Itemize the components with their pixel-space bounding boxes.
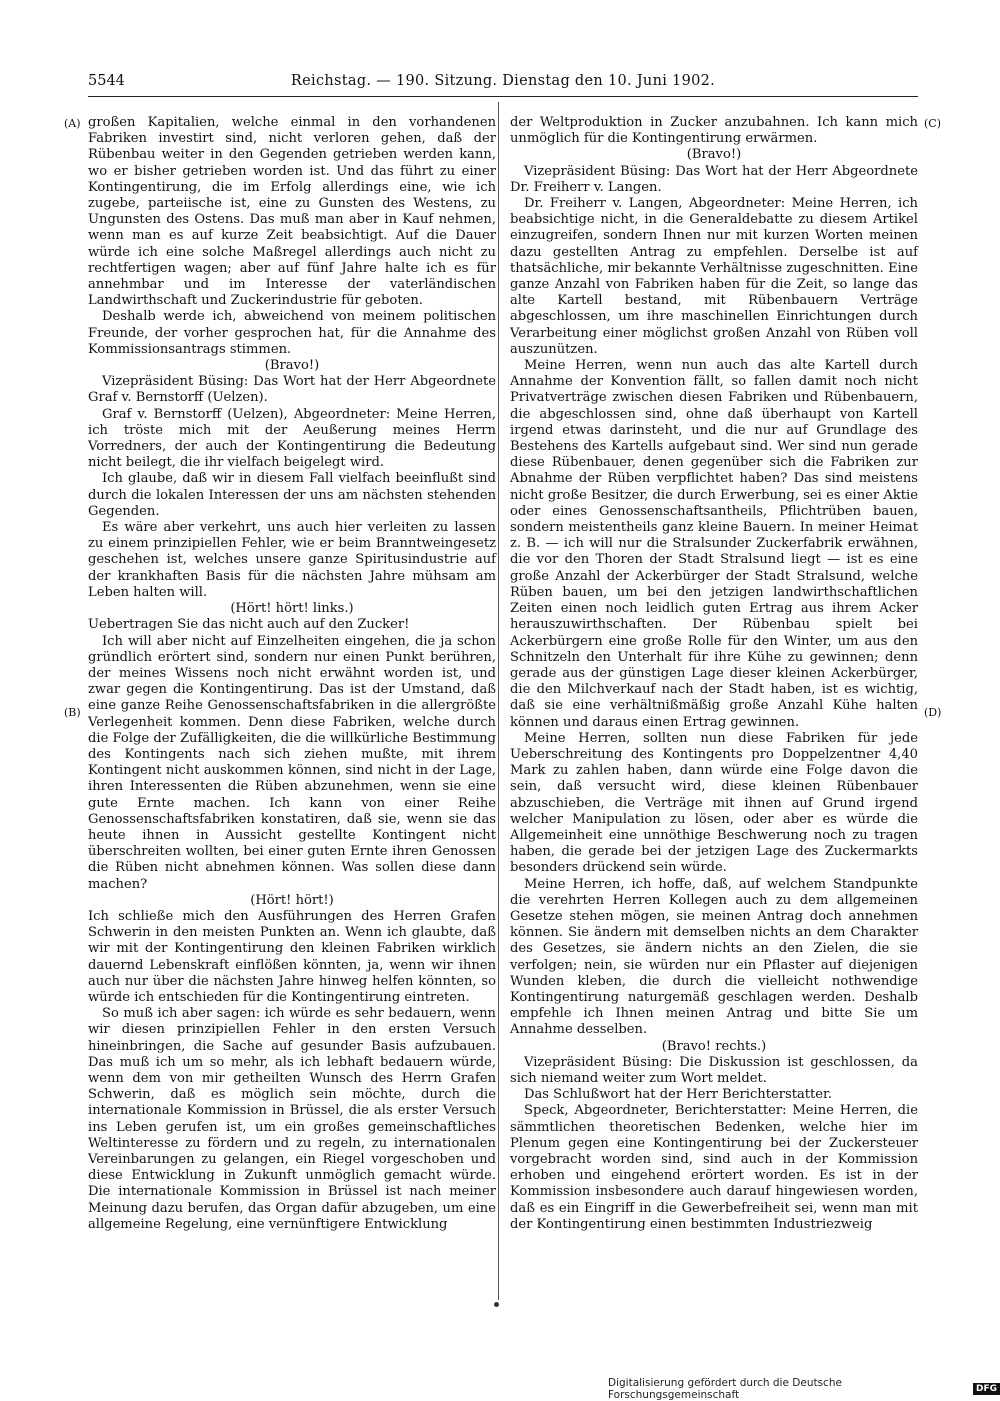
paragraph: Meine Herren, sollten nun diese Fabriken für jede Ueberschreitung des Kontingents pro Doppelzentner 4,40 Mark zu zahlen haben, dann würde eine Folge davon die sein, daß versucht wird, diese kleinen Rübenbauer abzuschieben, die Verträge mit ihnen auf Grund irgend welcher Manipulation zu lösen, oder aber es würde die Allgemeinheit eine unnöthige Beschwerung noch zu tragen haben, die gerade bei der jetzigen Lage des Zuckermarkts besonders drückend sein würde.	[510, 730, 918, 876]
page-number: 5544	[88, 73, 125, 89]
paragraph: (Bravo! rechts.)	[661, 1038, 767, 1054]
right-column	[510, 115, 918, 1233]
paragraph: (Bravo!)	[686, 147, 742, 163]
paragraph: (Bravo!)	[264, 358, 320, 374]
paragraph: Dr. Freiherr v. Langen, Abgeordneter: Meine Herren, ich beabsichtige nicht, in die Generaldebatte zu diesem Artikel einzugreifen, sondern Ihnen nur mit kurzen Worten meinen dazu gestellten Antrag zu empfehlen. Derselbe ist auf thatsächliche, mir bekannte Verhältnisse zugeschnitten. Eine ganze Anzahl von Fabriken haben für die Zeit, so lange das alte Kartell bestand, mit Rübenbauern Verträge abgeschlossen, um ihre maschinellen Einrichtungen durch Verarbeitung einer möglichst großen Anzahl von Rüben voll auszunützen.	[510, 196, 918, 357]
paragraph: großen Kapitalien, welche einmal in den vorhandenen Fabriken investirt sind, nicht verloren gehen, daß der Rübenbau weiter in den Gegenden getrieben werden kann, wo er bisher getrieben worden ist. Und das führt zu einer Kontingentirung, die im Erfolg allerdings eine, wie ich zugebe, parteiische ist, eine zu Gunsten des Westens, zu Ungunsten des Ostens. Das muß man aber in Kauf nehmen, wenn man es auf kurze Zeit beabsichtigt. Auf die Dauer würde ich eine solche Maßregel allerdings auch nicht zu rechtfertigen wagen; aber auf fünf Jahre halte ich es für annehmbar und im Interesse der vaterländischen Landwirthschaft und Zuckerindustrie für geboten.	[88, 115, 496, 309]
paragraph: Ich glaube, daß wir in diesem Fall vielfach beeinflußt sind durch die lokalen Interessen der uns am nächsten stehenden Gegenden.	[88, 471, 496, 519]
page-header	[88, 70, 918, 92]
column-divider	[498, 102, 499, 1300]
dfg-logo: DFG	[973, 1383, 1000, 1395]
footer	[608, 1377, 1000, 1401]
paragraph: Vizepräsident Büsing: Die Diskussion ist geschlossen, da sich niemand weiter zum Wort meldet.	[510, 1054, 918, 1086]
paragraph: Meine Herren, ich hoffe, daß, auf welchem Standpunkte die verehrten Herren Kollegen auch zu dem allgemeinen Gesetze stehen mögen, sie meinen Antrag doch annehmen können. Sie ändern mit demselben nichts an dem Charakter des Gesetzes, sie ändern nichts an den Zielen, die sie verfolgen; nein, sie würden nur ein Pflaster auf diejenigen Wunden kleben, die durch die vielleicht nothwendige Kontingentirung naturgemäß geschlagen werden. Deshalb empfehle ich Ihnen meinen Antrag und bitte Sie um Annahme desselben.	[510, 876, 918, 1038]
paragraph: Speck, Abgeordneter, Berichterstatter: Meine Herren, die sämmtlichen theoretischen Bedenken, welche hier im Plenum gegen eine Kontingentirung bei der Zuckersteuer vorgebracht worden sind, sind auch in der Kommission erhoben und eingehend erörtert worden. Es ist in der Kommission insbesondere auch darauf hingewiesen worden, daß es ein Eingriff in die Gewerbefreiheit sei, wenn man mit der Kontingentirung einen bestimmten Industriezweig	[510, 1103, 918, 1232]
paragraph: Das Schlußwort hat der Herr Berichterstatter.	[524, 1087, 833, 1103]
paragraph: der Weltproduktion in Zucker anzubahnen. Ich kann mich unmöglich für die Kontingentirung erwärmen.	[510, 115, 918, 147]
margin-marker-d: (D)	[924, 706, 942, 719]
page-title: Reichstag. — 190. Sitzung. Dienstag den 10. Juni 1902.	[290, 73, 716, 89]
margin-marker-c: (C)	[924, 117, 941, 130]
margin-marker-b: (B)	[64, 706, 81, 719]
header-rule	[88, 96, 918, 97]
paragraph: Vizepräsident Büsing: Das Wort hat der Herr Abgeordnete Dr. Freiherr v. Langen.	[510, 163, 918, 195]
paragraph: Deshalb werde ich, abweichend von meinem politischen Freunde, der vorher gesprochen hat, für die Annahme des Kommissionsantrags stimmen.	[88, 309, 496, 357]
paragraph: Graf v. Bernstorff (Uelzen), Abgeordneter: Meine Herren, ich tröste mich mit der Aeußerung meines Herrn Vorredners, der auch der Kontingentirung die Bedeutung nicht beilegt, die ihr vielfach beigelegt wird.	[88, 406, 496, 471]
paragraph: (Hört! hört! links.)	[230, 601, 354, 617]
paragraph: Vizepräsident Büsing: Das Wort hat der Herr Abgeordnete Graf v. Bernstorff (Uelzen).	[88, 374, 496, 406]
footer-text: Digitalisierung gefördert durch die Deutsche Forschungsgemeinschaft	[608, 1377, 842, 1401]
paragraph: Meine Herren, wenn nun auch das alte Kartell durch Annahme der Konvention fällt, so fallen damit noch nicht Privatverträge zwischen diesen Fabriken und Rübenbauern, die abgeschlossen sind, ohne daß überhaupt von Kartell irgend etwas darinsteht, und die nur auf Grundlage des Bestehens des Kartells aufgebaut sind. Wer sind nun gerade diese Rübenbauer, denen gegenüber sich die Fabriken zur Abnahme der Rüben verpflichtet haben? Das sind meistens nicht große Besitzer, die durch Erwerbung, sei es einer Aktie oder eines Genossenschaftsantheils, Pflichtrüben bauen, sondern meistentheils ganz kleine Bauern. In meiner Heimat z. B. — ich will nur die Stralsunder Zuckerfabrik erwähnen, die vor den Thoren der Stadt Stralsund liegt — ist es eine große Anzahl der Ackerbürger der Stadt Stralsund, welche Rüben bauen, um bei den jetzigen landwirthschaftlichen Zeiten einen noch leidlich guten Ertrag aus ihrem Acker herauszuwirthschaften. Der Rübenbau spielt bei Ackerbürgern eine große Rolle für den Winter, um aus den Schnitzeln den Unterhalt für ihre Kühe zu gewinnen; denn gerade aus der günstigen Lage dieser kleinen Ackerbürger, die den Milchverkauf nach der Stadt haben, ist es wichtig, daß sie eine verhältnißmäßig große Anzahl Kühe halten können und daraus einen Ertrag gewinnen.	[510, 358, 918, 730]
paragraph: Ich will aber nicht auf Einzelheiten eingehen, die ja schon gründlich erörtert sind, sondern nur einen Punkt berühren, der meines Wissens noch nicht erwähnt worden ist, und zwar gegen die Kontingentirung. Das ist der Umstand, daß eine ganze Reihe Genossenschaftsfabriken in die allergrößte Verlegenheit kommen. Denn diese Fabriken, welche durch die Folge der Zufälligkeiten, die die willkürliche Bestimmung des Kontingents nach sich ziehen mußte, mit ihrem Kontingent nicht auskommen können, sind nicht in der Lage, ihren Interessenten die Rüben abzunehmen, wenn sie eine gute Ernte machen. Ich kann von einer Reihe Genossenschaftsfabriken konstatiren, daß sie, wenn sie das heute ihnen in Aussicht gestellte Kontingent nicht überschreiten wollten, bei einer guten Ernte ihren Genossen die Rüben nicht abnehmen können. Was sollen diese dann machen?	[88, 633, 496, 892]
paragraph: Ich schließe mich den Ausführungen des Herren Grafen Schwerin in den meisten Punkten an. Wenn ich glaubte, daß wir mit der Kontingentirung den kleinen Fabriken wirklich dauernd Lebenskraft einflößen könnten, ja, wenn wir ihnen auch nur über die nächsten Jahre hinweg helfen könnten, so würde ich entschieden für die Kontingentirung eintreten.	[88, 908, 496, 1005]
column-end-dot	[494, 1302, 499, 1307]
paragraph: Uebertragen Sie das nicht auch auf den Zucker!	[88, 617, 410, 633]
left-column	[88, 115, 496, 1233]
paragraph: Es wäre aber verkehrt, uns auch hier verleiten zu lassen zu einem prinzipiellen Fehler, wie er beim Branntweingesetz geschehen ist, welches unsere ganze Spiritusindustrie auf der krankhaften Basis für die nächsten Jahre mühsam am Leben halten will.	[88, 520, 496, 600]
margin-marker-a: (A)	[64, 117, 81, 130]
paragraph: (Hört! hört!)	[250, 892, 334, 908]
paragraph: So muß ich aber sagen: ich würde es sehr bedauern, wenn wir diesen prinzipiellen Fehler in den ersten Versuch hineinbringen, die Sache auf gesunder Basis aufzubauen. Das muß ich um so mehr, als ich lebhaft bedauern würde, wenn dem von mir getheilten Wunsch des Herrn Grafen Schwerin, daß es möglich sein möchte, durch die internationale Kommission in Brüssel, die als erster Versuch ins Leben gerufen ist, um ein großes gemeinschaftliches Weltinteresse zu fördern und zu regeln, zu internationalen Vereinbarungen zu gelangen, ein Riegel vorgeschoben und diese Entwicklung in Zukunft unmöglich gemacht würde. Die internationale Kommission in Brüssel ist nach meiner Meinung dazu berufen, das Organ dafür abzugeben, um eine allgemeine Regelung, eine vernünftigere Entwicklung	[88, 1006, 496, 1232]
